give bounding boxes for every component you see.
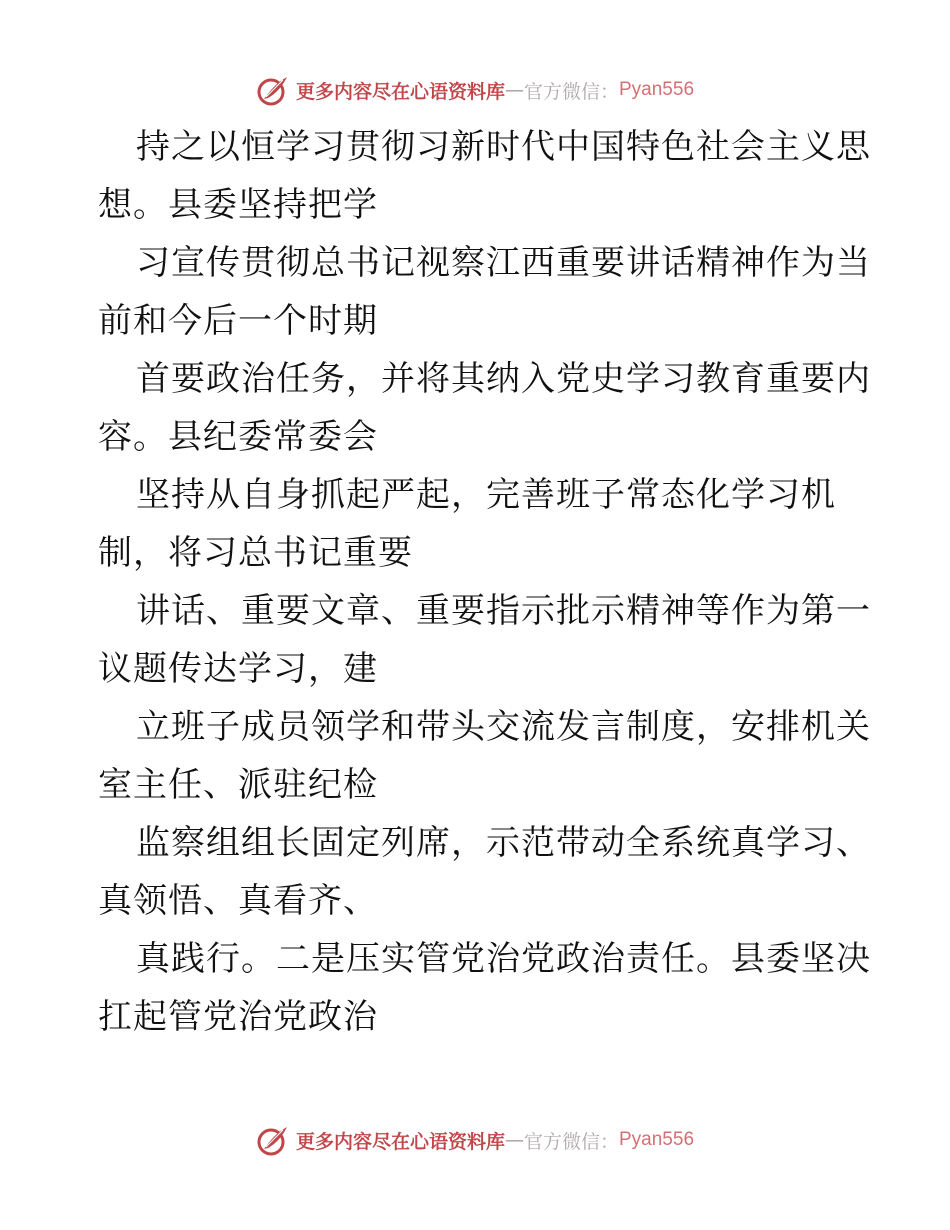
header-brand-text: 更多内容尽在心语资料库 (295, 80, 505, 103)
footer-wechat-id: Pyan556 (619, 1129, 695, 1150)
footer-brand-text: 更多内容尽在心语资料库 (295, 1130, 505, 1153)
line-1a: 持之以恒学习贯彻习新时代中国特色社会主义思 (136, 127, 871, 167)
line-2a: 习宣传贯彻总书记视察江西重要讲话精神作为当 (136, 243, 871, 283)
line-7a: 监察组组长固定列席，示范带动全系统真学习、 (136, 823, 871, 863)
header-banner (0, 70, 950, 110)
header-separator: — (504, 79, 524, 101)
footer-wechat-label: 官方微信： (523, 1130, 619, 1153)
line-6b: 室主任、派驻纪检 (98, 765, 378, 805)
line-5b: 议题传达学习，建 (98, 649, 378, 689)
footer-banner (0, 1120, 950, 1160)
footer-separator: — (504, 1129, 524, 1151)
line-5a: 讲话、重要文章、重要指示批示精神等作为第一 (136, 591, 871, 631)
line-1b: 想。县委坚持把学 (98, 185, 378, 225)
line-6a: 立班子成员领学和带头交流发言制度，安排机关 (136, 707, 871, 747)
header-wechat-label: 官方微信： (523, 80, 619, 103)
line-3b: 容。县纪委常委会 (98, 417, 378, 457)
line-7b: 真领悟、真看齐、 (98, 881, 378, 921)
header-wechat-id: Pyan556 (619, 79, 695, 100)
feather-pen-circle-icon (256, 73, 290, 107)
line-3a: 首要政治任务，并将其纳入党史学习教育重要内 (136, 359, 871, 399)
line-4a: 坚持从自身抓起严起，完善班子常态化学习机 (136, 475, 836, 515)
line-4b: 制，将习总书记重要 (98, 533, 413, 573)
line-2b: 前和今后一个时期 (98, 301, 378, 341)
feather-pen-circle-icon (256, 1123, 290, 1157)
document-body (98, 118, 871, 1046)
line-8b: 扛起管党治党政治 (98, 997, 378, 1037)
line-8a: 真践行。二是压实管党治党政治责任。县委坚决 (136, 939, 871, 979)
